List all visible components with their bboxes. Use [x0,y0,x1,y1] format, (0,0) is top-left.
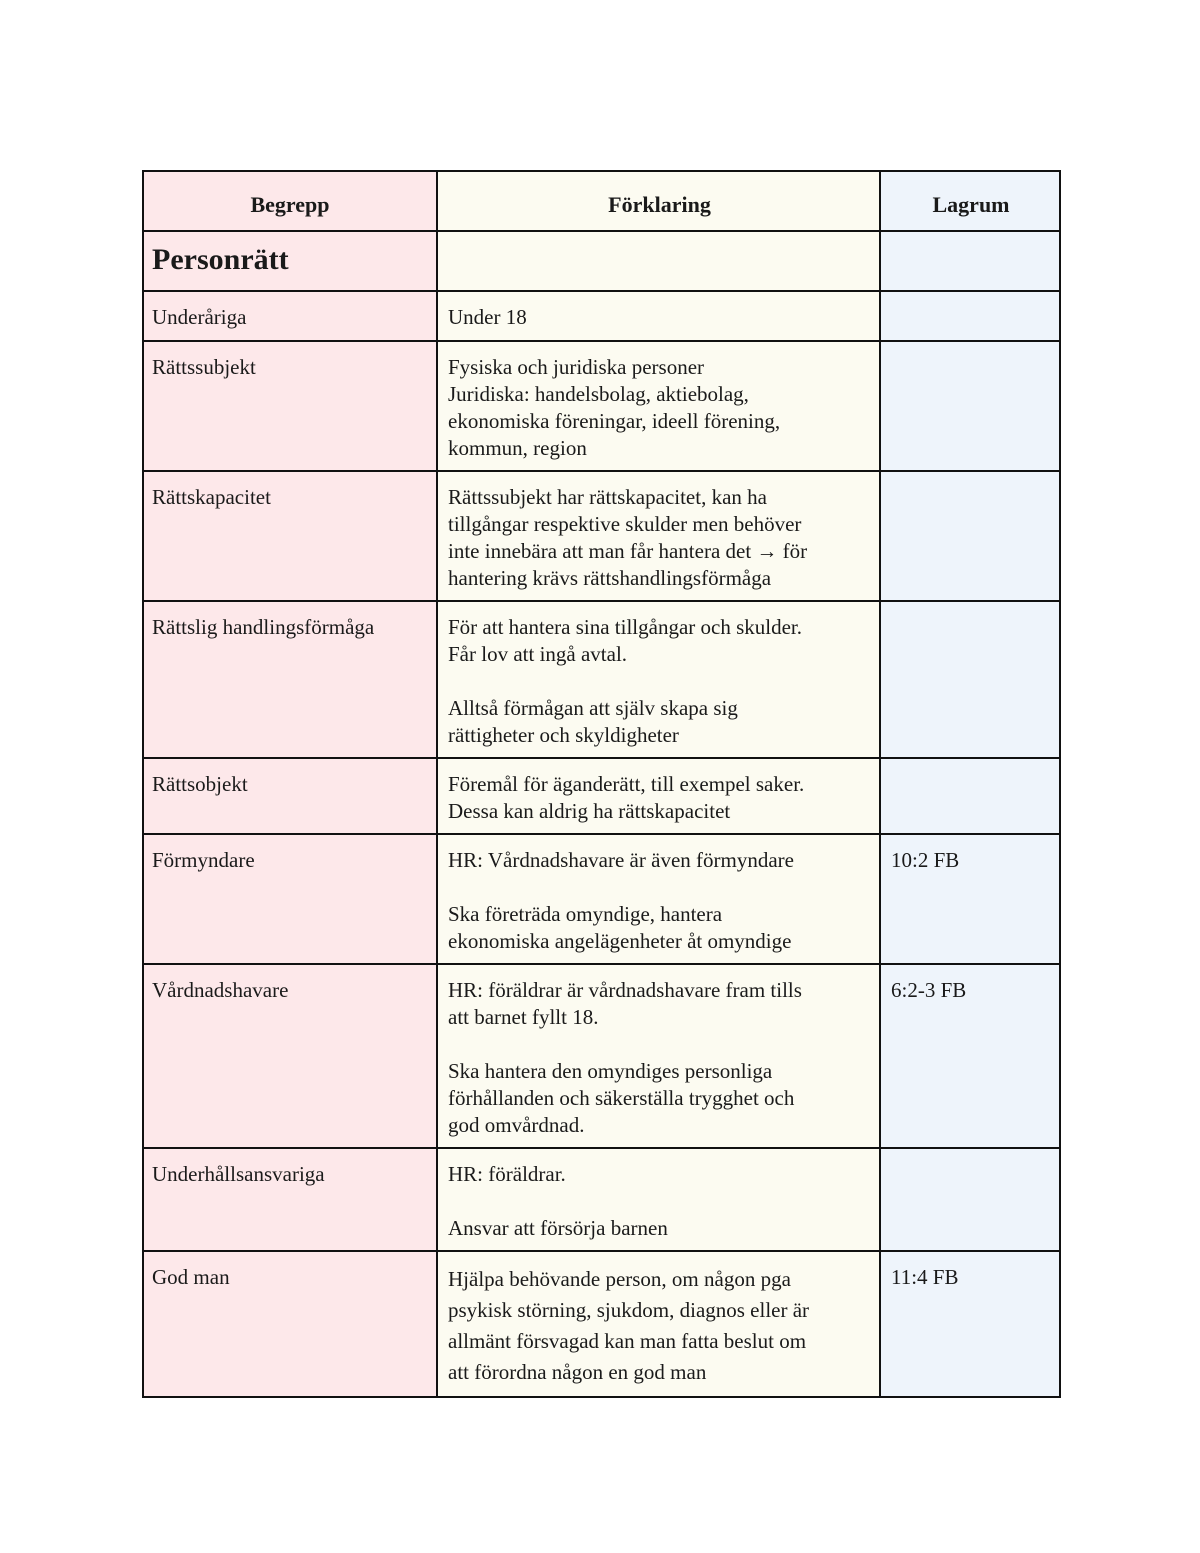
table-row [143,291,1060,341]
explanation-cell [437,291,880,341]
explanation-cell [437,341,880,471]
law-cell [880,601,1060,758]
table-row [143,964,1060,1148]
explanation-line: Under 18 [448,305,527,329]
paragraph-gap [448,668,871,695]
table-row [143,341,1060,471]
explanation-line: Fysiska och juridiska personer [448,355,705,379]
law-cell [880,1148,1060,1251]
explanation-line: Föremål för äganderätt, till exempel saker. [448,772,805,796]
law-cell: 10:2 FB [880,834,1060,964]
explanation-line: ekonomiska angelägenheter åt omyndige [448,929,792,953]
term-cell: Rättslig handlingsförmåga [143,601,437,758]
section-row [143,231,1060,291]
explanation-line: rättigheter och skyldigheter [448,723,679,747]
explanation-line: allmänt försvagad kan man fatta beslut om [448,1329,807,1353]
law-cell: 11:4 FB [880,1251,1060,1397]
header-term: Begrepp [143,171,437,231]
explanation-line: Rättssubjekt har rättskapacitet, kan ha [448,485,767,509]
explanation-line: ekonomiska föreningar, ideell förening, [448,409,781,433]
explanation-line: inte innebära att man får hantera det → för [448,539,808,563]
explanation-cell [437,758,880,834]
table-row [143,601,1060,758]
explanation-cell [437,471,880,601]
header-explanation: Förklaring [437,171,880,231]
explanation-line: För att hantera sina tillgångar och skulder. [448,615,802,639]
explanation-line: Dessa kan aldrig ha rättskapacitet [448,799,731,823]
term-cell: Underåriga [143,291,437,341]
table-row [143,471,1060,601]
section-cell [143,231,437,291]
explanation-line: HR: Vårdnadshavare är även förmyndare [448,848,794,872]
explanation-line: psykisk störning, sjukdom, diagnos eller är [448,1298,810,1322]
header-law: Lagrum [880,171,1060,231]
term-cell: Underhållsansvariga [143,1148,437,1251]
table-row [143,758,1060,834]
table-row [143,1251,1060,1397]
explanation-line: Ansvar att försörja barnen [448,1216,668,1240]
table-row [143,834,1060,964]
term-cell: Rättsobjekt [143,758,437,834]
section-title: Personrätt [152,243,289,276]
explanation-line: HR: föräldrar. [448,1162,566,1186]
explanation-line: att förordna någon en god man [448,1360,707,1384]
explanation-line: förhållanden och säkerställa trygghet och [448,1086,795,1110]
explanation-line: kommun, region [448,436,587,460]
table-row [143,1148,1060,1251]
section-empty-explanation [437,231,880,291]
term-cell: Förmyndare [143,834,437,964]
law-cell [880,471,1060,601]
explanation-line: HR: föräldrar är vårdnadshavare fram tills [448,978,802,1002]
explanation-line: hantering krävs rättshandlingsförmåga [448,566,772,590]
term-cell: Vårdnadshavare [143,964,437,1148]
explanation-line: att barnet fyllt 18. [448,1005,599,1029]
law-cell [880,291,1060,341]
explanation-cell [437,1251,880,1397]
explanation-cell [437,1148,880,1251]
law-cell [880,758,1060,834]
explanation-line: Hjälpa behövande person, om någon pga [448,1267,791,1291]
paragraph-gap [448,1188,871,1215]
explanation-cell [437,601,880,758]
table-header-row [143,171,1060,231]
term-cell: God man [143,1251,437,1397]
explanation-line: Juridiska: handelsbolag, aktiebolag, [448,382,749,406]
explanation-cell [437,964,880,1148]
explanation-line: Ska företräda omyndige, hantera [448,902,723,926]
term-cell: Rättskapacitet [143,471,437,601]
term-cell: Rättssubjekt [143,341,437,471]
concept-table [142,170,1061,1398]
explanation-line: Ska hantera den omyndiges personliga [448,1059,773,1083]
paragraph-gap [448,1031,871,1058]
explanation-cell [437,834,880,964]
law-cell [880,341,1060,471]
explanation-line: Alltså förmågan att själv skapa sig [448,696,738,720]
paragraph-gap [448,874,871,901]
law-cell: 6:2-3 FB [880,964,1060,1148]
explanation-line: Får lov att ingå avtal. [448,642,628,666]
section-empty-law [880,231,1060,291]
explanation-line: tillgångar respektive skulder men behöver [448,512,802,536]
explanation-line: god omvårdnad. [448,1113,585,1137]
